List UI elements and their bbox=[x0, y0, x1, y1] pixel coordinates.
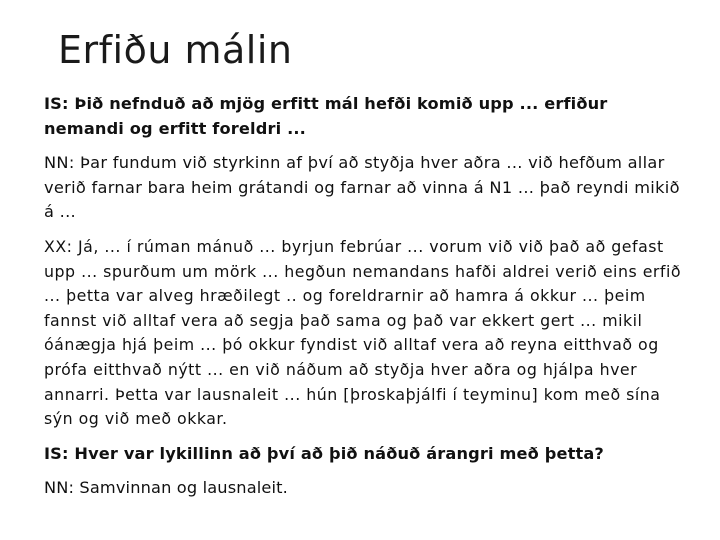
answer-nn-1: NN: Þar fundum við styrkinn af því að styðja hver aðra ... við hefðum allar verið farnar bara heim grátandi og farnar að vinna á N1 ... það reyndi mikið á ... bbox=[44, 153, 680, 222]
interviewer-question-1: IS: Þið nefnduð að mjög erfitt mál hefði komið upp ... erfiður nemandi og erfitt foreldri ... bbox=[44, 94, 608, 138]
answer-xx: XX: Já, ... í rúman mánuð ... byrjun febrúar ... vorum við við það að gefast upp ... spurðum um mörk ... hegðun nemandans hafði aldrei verið eins erfið ... þetta var alveg hræðilegt .. og foreldrarnir að hamra á okkur ... þeim fannst við alltaf vera að segja það sama og það var ekkert gert ... mikil óánægja hjá þeim ... þó okkur fyndist við alltaf vera að reyna eitthvað og prófa eitthvað nýtt ... en við náðum að styðja hver aðra og hjálpa hver annarri. Þetta var lausnaleit ... hún [þroskaþjálfi í teyminu] kom með sína sýn og við með okkar. bbox=[44, 236, 682, 429]
slide-title: Erfiðu málin bbox=[58, 28, 293, 72]
slide-body bbox=[44, 92, 690, 511]
answer-nn-2: NN: Samvinnan og lausnaleit. bbox=[44, 478, 288, 498]
interviewer-question-2: IS: Hver var lykillinn að því að þið náðuð árangri með þetta? bbox=[44, 443, 604, 463]
